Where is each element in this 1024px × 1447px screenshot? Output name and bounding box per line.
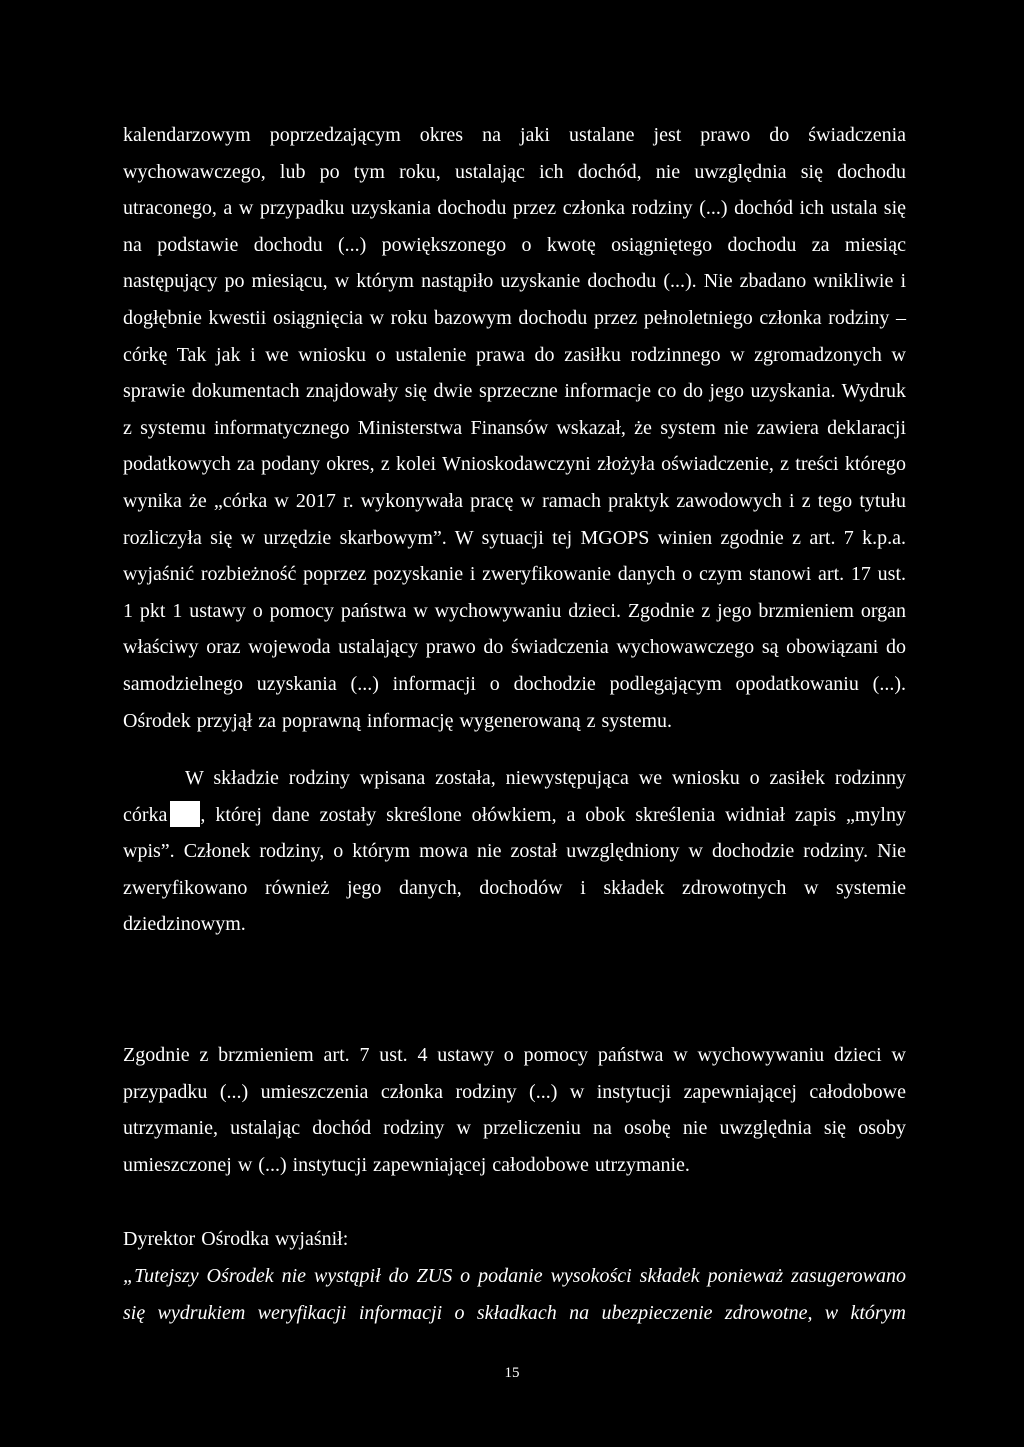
paragraph-family-composition xyxy=(123,760,906,943)
page-number: 15 xyxy=(504,1365,520,1381)
paragraph-family-text-start: W składzie rodziny wpisana została, niewystępująca we wniosku o zasiłek rodzinny córka xyxy=(123,767,906,826)
paragraph-family-text-end: , której dane zostały skreślone ołówkiem, a obok skreślenia widniał zapis „mylny wpis”. Członek rodziny, o którym mowa nie został uwzględniony w dochodzie rodziny. Nie zweryfikowano również jego danych, dochodów i składek zdrowotnych w systemie dziedzinowym. xyxy=(123,803,906,936)
paragraph-legal-provision: Zgodnie z brzmieniem art. 7 ust. 4 ustawy o pomocy państwa w wychowywaniu dzieci w przypadku (...) umieszczenia członka rodziny (...) w instytucji zapewniającej całodobowe utrzymanie, ustalając dochód rodziny w przeliczeniu na osobę nie uwzględnia się osoby umieszczonej w (...) instytucji zapewniającej całodobowe utrzymanie. xyxy=(123,1044,906,1176)
paragraph-director-quote: „Tutejszy Ośrodek nie wystąpił do ZUS o podanie wysokości składek ponieważ zasugerowano się wydrukiem weryfikacji informacji o składkach na ubezpieczenie zdrowotne, w którym xyxy=(123,1265,906,1324)
redaction-box xyxy=(170,801,200,827)
paragraph-income-verification: kalendarzowym poprzedzającym okres na jaki ustalane jest prawo do świadczenia wychowawczego, lub po tym roku, ustalając ich dochód, nie uwzględnia się dochodu utraconego, a w przypadku uzyskania dochodu przez członka rodziny (...) dochód ich ustala się na podstawie dochodu (...) powiększonego o kwotę osiągniętego dochodu za miesiąc następujący po miesiącu, w którym nastąpiło uzyskanie dochodu (...). Nie zbadano wnikliwie i dogłębnie kwestii osiągnięcia w roku bazowym dochodu przez pełnoletniego członka rodziny – córkę Tak jak i we wniosku o ustalenie prawa do zasiłku rodzinnego w zgromadzonych w sprawie dokumentach znajdowały się dwie sprzeczne informacje co do jego uzyskania. Wydruk z systemu informatycznego Ministerstwa Finansów wskazał, że system nie zawiera deklaracji podatkowych za podany okres, z kolei Wnioskodawczyni złożyła oświadczenie, z treści którego wynika że „córka w 2017 r. wykonywała pracę w ramach praktyk zawodowych i z tego tytułu rozliczyła się w urzędzie skarbowym”. W sytuacji tej MGOPS winien zgodnie z art. 7 k.p.a. wyjaśnić rozbieżność poprzez pozyskanie i zweryfikowanie danych o czym stanowi art. 17 ust. 1 pkt 1 ustawy o pomocy państwa w wychowywaniu dzieci. Zgodnie z jego brzmieniem organ właściwy oraz wojewoda ustalający prawo do świadczenia wychowawczego są obowiązani do samodzielnego uzyskania (...) informacji o dochodzie podlegającym opodatkowaniu (...). Ośrodek przyjął za poprawną informację wygenerowaną z systemu. xyxy=(123,124,906,732)
paragraph-director-explanation-intro: Dyrektor Ośrodka wyjaśnił: xyxy=(123,1228,349,1250)
